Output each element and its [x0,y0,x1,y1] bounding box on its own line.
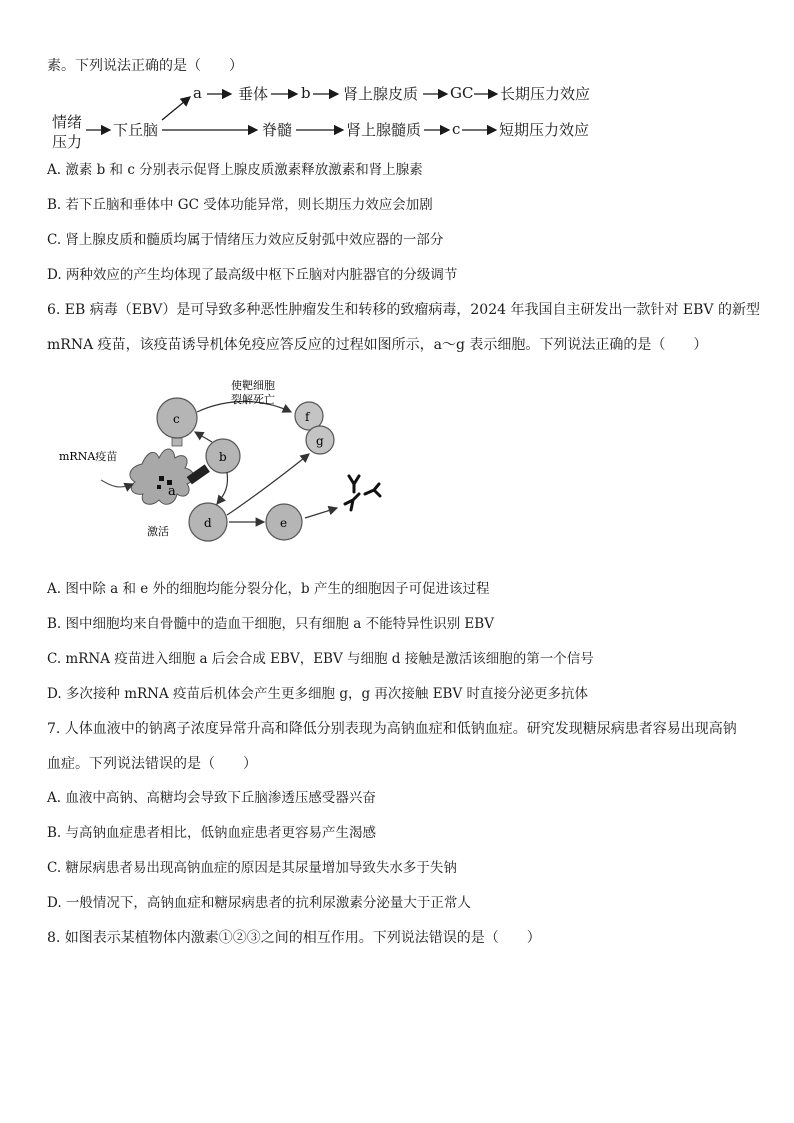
hormone-a-label: a [193,84,202,102]
activate-label: 激活 [147,525,169,538]
q7-option-c: C. 糖尿病患者易出现高钠血症的原因是其尿量增加导致失水多于失钠 [47,860,457,876]
gc-label: GC [450,84,474,102]
cell-c-label: c [173,412,180,426]
cell-d-label: d [204,516,212,530]
q5-option-c: C. 肾上腺皮质和髓质均属于情绪压力效应反射弧中效应器的一部分 [47,232,444,248]
q7-option-b: B. 与高钠血症患者相比，低钠血症患者更容易产生渴感 [47,825,377,841]
immune-response-figure [47,372,387,552]
mrna-vaccine-label: mRNA疫苗 [59,450,118,463]
q6-option-b: B. 图中细胞均来自骨髓中的造血干细胞，只有细胞 a 不能特异性识别 EBV [47,616,494,632]
antibody-icon [345,476,380,510]
emotion-label-2: 压力 [52,133,83,151]
short-term-effect-label: 短期压力效应 [499,121,590,139]
adrenal-cortex-label: 肾上腺皮质 [343,85,419,103]
kill-label-line1: 使靶细胞 [231,379,275,392]
q7-stem-line1: 7. 人体血液中的钠离子浓度异常升高和降低分别表现为高钠血症和低钠血症。研究发现糖尿病患者容易出现高钠 [47,721,737,737]
q5-option-d: D. 两种效应的产生均体现了最高级中枢下丘脑对内脏器官的分级调节 [47,267,458,283]
hormone-c-label: c [452,120,461,138]
q7-option-a: A. 血液中高钠、高糖均会导致下丘脑渗透压感受器兴奋 [47,790,376,806]
hormone-b-label: b [301,84,311,102]
q8-stem: 8. 如图表示某植物体内激素①②③之间的相互作用。下列说法错误的是（ ） [47,930,541,946]
q7-option-d: D. 一般情况下，高钠血症和糖尿病患者的抗利尿激素分泌量大于正常人 [47,895,471,911]
q7-stem-line2: 血症。下列说法错误的是（ ） [47,756,257,772]
cell-a-label: a [168,484,176,499]
adrenal-medulla-label: 肾上腺髓质 [346,121,422,139]
emotion-label-1: 情绪 [52,113,83,131]
q6-stem-line2: mRNA 疫苗，该疫苗诱导机体免疫应答反应的过程如图所示，a～g 表示细胞。下列说法正确的是（ ） [47,337,708,353]
cell-e-label: e [280,516,288,530]
q5-option-a: A. 激素 b 和 c 分别表示促肾上腺皮质激素释放激素和肾上腺素 [47,162,423,178]
cell-b-label: b [219,450,227,464]
pituitary-label: 垂体 [238,85,269,103]
hypothalamus-label: 下丘脑 [113,121,159,139]
kill-label-line2: 裂解死亡 [231,393,275,406]
q6-option-c: C. mRNA 疫苗进入细胞 a 后会合成 EBV，EBV 与细胞 d 接触是激活该细胞的第一个信号 [47,651,594,667]
q6-stem-line1: 6. EB 病毒（EBV）是可导致多种恶性肿瘤发生和转移的致瘤病毒，2024 年我国自主研发出一款针对 EBV 的新型 [47,302,760,318]
cell-f-label: f [305,410,310,424]
q6-option-d: D. 多次接种 mRNA 疫苗后机体会产生更多细胞 g，g 再次接触 EBV 时直接分泌更多抗体 [47,686,589,702]
cell-g-label: g [316,434,324,448]
q5-option-b: B. 若下丘脑和垂体中 GC 受体功能异常，则长期压力效应会加剧 [47,197,433,213]
long-term-effect-label: 长期压力效应 [500,85,591,103]
q5-stem-tail: 素。下列说法正确的是（ ） [47,58,243,74]
q6-option-a: A. 图中除 a 和 e 外的细胞均能分裂分化，b 产生的细胞因子可促进该过程 [47,581,490,597]
spinal-cord-label: 脊髓 [262,121,293,139]
